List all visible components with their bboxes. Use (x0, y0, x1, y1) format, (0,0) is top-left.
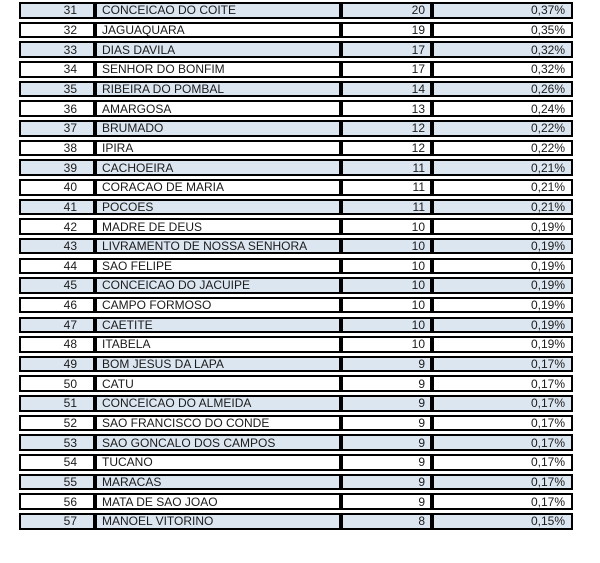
count-cell: 11 (341, 199, 432, 216)
count-cell: 9 (341, 474, 432, 491)
count-cell: 10 (341, 238, 432, 255)
count-cell: 17 (341, 61, 432, 78)
rank-cell: 39 (19, 159, 95, 176)
table-row (19, 22, 573, 39)
table-row (19, 218, 573, 235)
municipality-cell: CATU (95, 375, 341, 392)
municipality-cell: SAO FRANCISCO DO CONDE (95, 415, 341, 432)
municipality-cell: BRUMADO (95, 120, 341, 137)
count-cell: 9 (341, 415, 432, 432)
municipality-cell: BOM JESUS DA LAPA (95, 356, 341, 373)
percentage-cell: 0,32% (432, 61, 573, 78)
table-row (19, 2, 573, 19)
rank-cell: 41 (19, 199, 95, 216)
rank-cell: 48 (19, 336, 95, 353)
percentage-cell: 0,17% (432, 493, 573, 510)
percentage-cell: 0,21% (432, 179, 573, 196)
count-cell: 9 (341, 493, 432, 510)
table-row (19, 454, 573, 471)
rank-cell: 38 (19, 140, 95, 157)
municipality-cell: MANOEL VITORINO (95, 513, 341, 530)
count-cell: 12 (341, 120, 432, 137)
municipality-cell: IPIRA (95, 140, 341, 157)
table-row (19, 375, 573, 392)
count-cell: 10 (341, 336, 432, 353)
table-row (19, 100, 573, 117)
count-cell: 11 (341, 159, 432, 176)
rank-cell: 49 (19, 356, 95, 373)
municipality-cell: LIVRAMENTO DE NOSSA SENHORA (95, 238, 341, 255)
table-row (19, 159, 573, 176)
percentage-cell: 0,19% (432, 297, 573, 314)
rank-cell: 35 (19, 81, 95, 98)
municipality-cell: SAO GONCALO DOS CAMPOS (95, 434, 341, 451)
municipality-cell: CAMPO FORMOSO (95, 297, 341, 314)
percentage-cell: 0,32% (432, 41, 573, 58)
municipality-cell: RIBEIRA DO POMBAL (95, 81, 341, 98)
municipality-cell: MATA DE SAO JOAO (95, 493, 341, 510)
table-row (19, 474, 573, 491)
count-cell: 19 (341, 22, 432, 39)
table-row (19, 513, 573, 530)
count-cell: 14 (341, 81, 432, 98)
table-row (19, 336, 573, 353)
rank-cell: 50 (19, 375, 95, 392)
rank-cell: 44 (19, 258, 95, 275)
municipality-cell: CONCEICAO DO ALMEIDA (95, 395, 341, 412)
rank-cell: 36 (19, 100, 95, 117)
table-row (19, 434, 573, 451)
table-row (19, 493, 573, 510)
percentage-cell: 0,19% (432, 277, 573, 294)
municipality-cell: MARACAS (95, 474, 341, 491)
table-row (19, 258, 573, 275)
rank-cell: 40 (19, 179, 95, 196)
rank-cell: 53 (19, 434, 95, 451)
table-row (19, 61, 573, 78)
table-row (19, 41, 573, 58)
percentage-cell: 0,35% (432, 22, 573, 39)
municipality-cell: CAETITE (95, 317, 341, 334)
table-row (19, 120, 573, 137)
percentage-cell: 0,17% (432, 356, 573, 373)
count-cell: 11 (341, 179, 432, 196)
rank-cell: 31 (19, 2, 95, 19)
rank-cell: 55 (19, 474, 95, 491)
rank-cell: 57 (19, 513, 95, 530)
count-cell: 9 (341, 395, 432, 412)
table-row (19, 179, 573, 196)
count-cell: 10 (341, 258, 432, 275)
count-cell: 9 (341, 434, 432, 451)
rank-cell: 34 (19, 61, 95, 78)
table-row (19, 277, 573, 294)
table-row (19, 199, 573, 216)
count-cell: 9 (341, 454, 432, 471)
rank-cell: 33 (19, 41, 95, 58)
municipality-cell: JAGUAQUARA (95, 22, 341, 39)
municipality-cell: AMARGOSA (95, 100, 341, 117)
municipality-cell: TUCANO (95, 454, 341, 471)
percentage-cell: 0,17% (432, 434, 573, 451)
percentage-cell: 0,22% (432, 140, 573, 157)
table-row (19, 395, 573, 412)
percentage-cell: 0,15% (432, 513, 573, 530)
table-row (19, 81, 573, 98)
count-cell: 20 (341, 2, 432, 19)
rank-cell: 32 (19, 22, 95, 39)
count-cell: 8 (341, 513, 432, 530)
count-cell: 12 (341, 140, 432, 157)
percentage-cell: 0,19% (432, 336, 573, 353)
rank-cell: 52 (19, 415, 95, 432)
rank-cell: 46 (19, 297, 95, 314)
count-cell: 10 (341, 297, 432, 314)
table-row (19, 415, 573, 432)
municipality-ranking-table (19, 2, 573, 533)
count-cell: 10 (341, 317, 432, 334)
municipality-cell: ITABELA (95, 336, 341, 353)
table-row (19, 140, 573, 157)
table-row (19, 297, 573, 314)
percentage-cell: 0,19% (432, 258, 573, 275)
rank-cell: 51 (19, 395, 95, 412)
percentage-cell: 0,24% (432, 100, 573, 117)
percentage-cell: 0,17% (432, 415, 573, 432)
municipality-cell: CACHOEIRA (95, 159, 341, 176)
percentage-cell: 0,21% (432, 159, 573, 176)
table-row (19, 238, 573, 255)
municipality-cell: CONCEICAO DO JACUIPE (95, 277, 341, 294)
rank-cell: 42 (19, 218, 95, 235)
percentage-cell: 0,19% (432, 238, 573, 255)
rank-cell: 47 (19, 317, 95, 334)
count-cell: 13 (341, 100, 432, 117)
percentage-cell: 0,17% (432, 375, 573, 392)
percentage-cell: 0,17% (432, 474, 573, 491)
count-cell: 10 (341, 277, 432, 294)
count-cell: 9 (341, 375, 432, 392)
count-cell: 10 (341, 218, 432, 235)
municipality-cell: CORACAO DE MARIA (95, 179, 341, 196)
percentage-cell: 0,17% (432, 454, 573, 471)
municipality-cell: SAO FELIPE (95, 258, 341, 275)
municipality-cell: POCOES (95, 199, 341, 216)
percentage-cell: 0,37% (432, 2, 573, 19)
rank-cell: 54 (19, 454, 95, 471)
municipality-cell: MADRE DE DEUS (95, 218, 341, 235)
municipality-cell: CONCEICAO DO COITE (95, 2, 341, 19)
percentage-cell: 0,26% (432, 81, 573, 98)
percentage-cell: 0,17% (432, 395, 573, 412)
count-cell: 9 (341, 356, 432, 373)
percentage-cell: 0,19% (432, 317, 573, 334)
rank-cell: 43 (19, 238, 95, 255)
percentage-cell: 0,22% (432, 120, 573, 137)
municipality-cell: DIAS DAVILA (95, 41, 341, 58)
municipality-cell: SENHOR DO BONFIM (95, 61, 341, 78)
percentage-cell: 0,21% (432, 199, 573, 216)
rank-cell: 56 (19, 493, 95, 510)
percentage-cell: 0,19% (432, 218, 573, 235)
rank-cell: 45 (19, 277, 95, 294)
count-cell: 17 (341, 41, 432, 58)
rank-cell: 37 (19, 120, 95, 137)
table-row (19, 356, 573, 373)
table-row (19, 317, 573, 334)
